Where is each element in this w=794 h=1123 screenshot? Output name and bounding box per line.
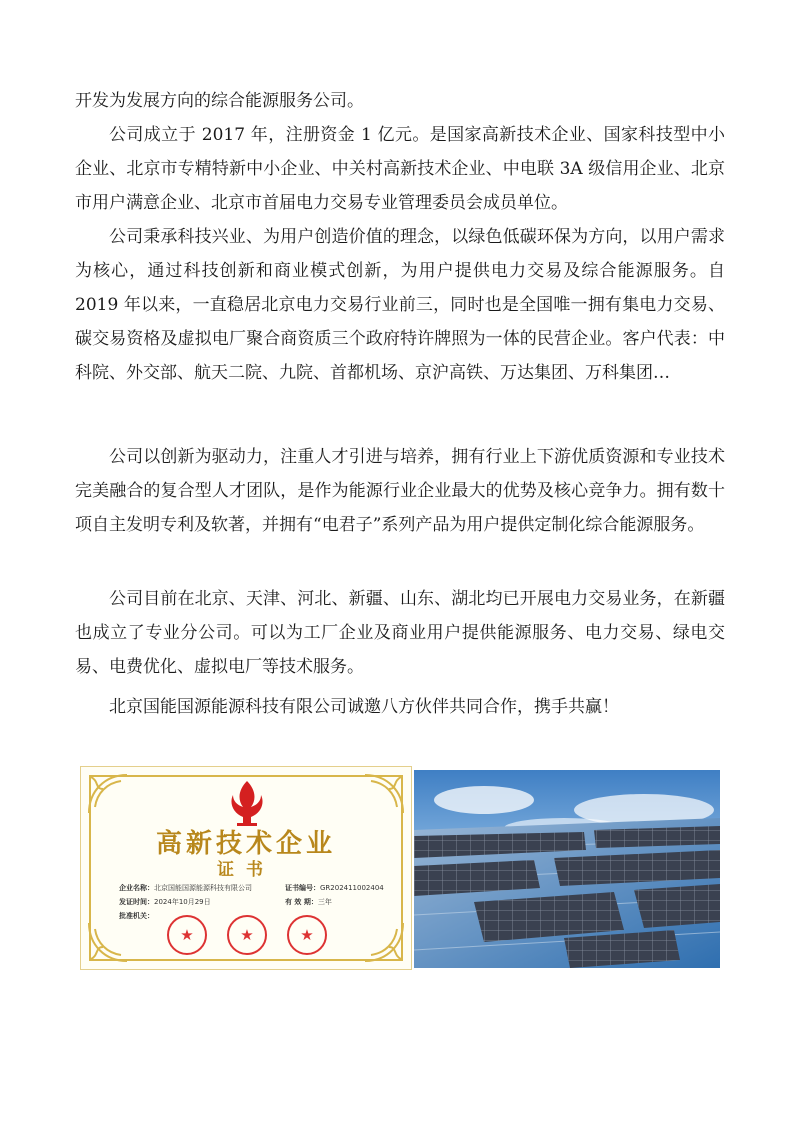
corner-ornament-icon: [361, 771, 407, 817]
paragraph-intro-tail: 开发为发展方向的综合能源服务公司。: [75, 91, 364, 111]
certificate-title: 高新技术企业: [155, 829, 336, 859]
cert-no-label: 证书编号：: [285, 884, 320, 892]
company-value: 北京国能国源能源科技有限公司: [154, 884, 252, 892]
official-seal-icon: [287, 915, 327, 955]
paragraph-innovation: 公司以创新为驱动力，注重人才引进与培养，拥有行业上下游优质资源和专业技术完美融合的复合型人才团队，是作为能源行业企业最大的优势及核心竞争力。拥有数十项自主发明专利及软著，并拥有“电君子”系列产品为用户提供定制化综合能源服务。: [75, 447, 725, 535]
solar-rooftop-photo: [414, 770, 720, 968]
official-seal-icon: [167, 915, 207, 955]
high-tech-certificate-image: [80, 766, 412, 970]
certificate-valid-row: [285, 897, 332, 907]
valid-label: 有 效 期：: [285, 898, 318, 906]
paragraph-company-philosophy: 公司秉承科技兴业、为用户创造价值的理念，以绿色低碳环保为方向，以用户需求为核心，通过科技创新和商业模式创新，为用户提供电力交易及综合能源服务。自 2019 年以来，一直稳居北京电力交易行业前三，同时也是全国唯一拥有集电力交易、碳交易资格及虚拟电厂聚合商资质三个政府特许牌照为一体的民营企业。客户代表：中科院、外交部、航天二院、九院、首都机场、京沪高铁、万达集团、万科集团…: [75, 227, 725, 383]
company-label: 企业名称：: [119, 884, 154, 892]
paragraph-company-founding: 公司成立于 2017 年，注册资金 1 亿元。是国家高新技术企业、国家科技型中小企业、北京市专精特新中小企业、中关村高新技术企业、中电联 3A 级信用企业、北京市用户满意企业、北京市首届电力交易专业管理委员会成员单位。: [75, 125, 725, 213]
certificate-company-row: [119, 883, 252, 893]
certificate-number-row: [285, 883, 384, 893]
certificate-subtitle: 证书: [217, 860, 275, 880]
issue-date-value: 2024年10月29日: [154, 898, 211, 906]
paragraph-business-regions: 公司目前在北京、天津、河北、新疆、山东、湖北均已开展电力交易业务，在新疆也成立了专业分公司。可以为工厂企业及商业用户提供能源服务、电力交易、绿电交易、电费优化、虚拟电厂等技术服务。: [75, 589, 725, 677]
cert-no-value: GR202411002404: [320, 884, 384, 892]
paragraph-invitation: 北京国能国源能源科技有限公司诚邀八方伙伴共同合作，携手共赢！: [109, 697, 619, 717]
emblem-icon: [221, 777, 273, 829]
certificate-approver-row: [119, 911, 154, 921]
corner-ornament-icon: [361, 919, 407, 965]
official-seal-icon: [227, 915, 267, 955]
approver-label: 批准机关：: [119, 912, 154, 920]
corner-ornament-icon: [85, 771, 131, 817]
issue-date-label: 发证时间：: [119, 898, 154, 906]
corner-ornament-icon: [85, 919, 131, 965]
certificate-issue-date-row: [119, 897, 211, 907]
valid-value: 三年: [317, 898, 332, 906]
